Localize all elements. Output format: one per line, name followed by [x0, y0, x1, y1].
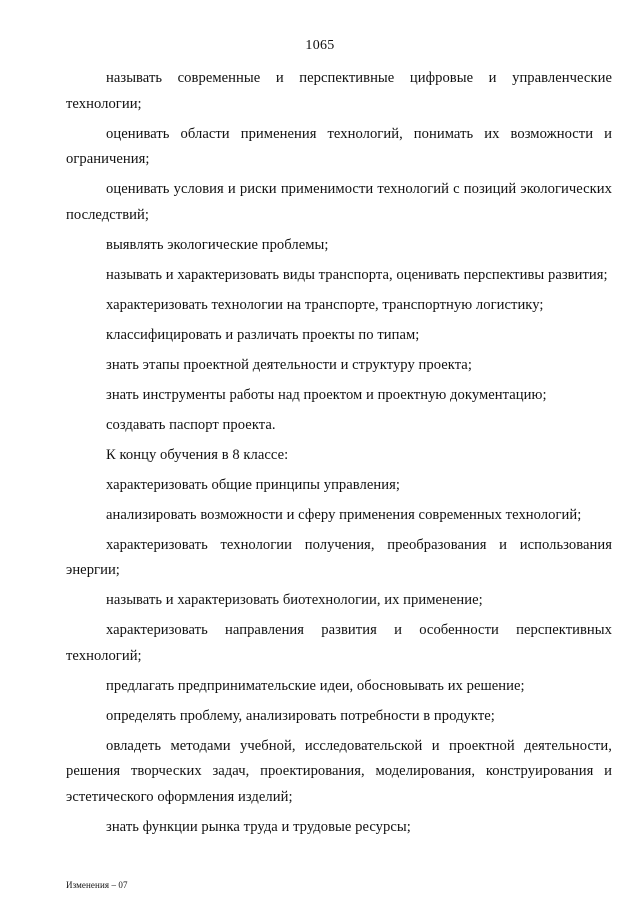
- page-number: 1065: [305, 38, 335, 53]
- paragraph: анализировать возможности и сферу применения современных технологий;: [106, 506, 582, 523]
- paragraph: называть и характеризовать виды транспорта, оценивать перспективы развития;: [106, 266, 608, 283]
- paragraph: выявлять экологические проблемы;: [106, 236, 329, 253]
- paragraph: характеризовать технологии на транспорте, транспортную логистику;: [106, 296, 544, 313]
- paragraph: характеризовать технологии получения, преобразования и использования энергии;: [66, 536, 612, 578]
- paragraph: характеризовать направления развития и особенности перспективных технологий;: [66, 622, 612, 664]
- paragraph: определять проблему, анализировать потребности в продукте;: [106, 707, 495, 724]
- section-heading: К концу обучения в 8 классе:: [106, 446, 289, 463]
- footer-revision-note: Изменения – 07: [66, 880, 128, 890]
- paragraph: оценивать условия и риски применимости технологий с позиций экологических последствий;: [66, 181, 612, 223]
- paragraph: овладеть методами учебной, исследовательской и проектной деятельности, решения творческих задач, проектирования, моделирования, конструирования и эстетического оформления изделий;: [66, 737, 612, 805]
- paragraph: создавать паспорт проекта.: [106, 416, 276, 433]
- paragraph: знать функции рынка труда и трудовые ресурсы;: [106, 818, 411, 835]
- paragraph: оценивать области применения технологий, понимать их возможности и ограничения;: [66, 125, 612, 167]
- document-body: [66, 66, 612, 845]
- paragraph: классифицировать и различать проекты по типам;: [106, 326, 420, 343]
- paragraph: знать инструменты работы над проектом и проектную документацию;: [106, 386, 547, 403]
- paragraph: называть и характеризовать биотехнологии, их применение;: [106, 592, 483, 608]
- paragraph: знать этапы проектной деятельности и структуру проекта;: [106, 356, 472, 373]
- paragraph: характеризовать общие принципы управления;: [106, 476, 401, 493]
- paragraph: предлагать предпринимательские идеи, обосновывать их решение;: [106, 677, 525, 694]
- paragraph: называть современные и перспективные цифровые и управленческие технологии;: [66, 70, 612, 112]
